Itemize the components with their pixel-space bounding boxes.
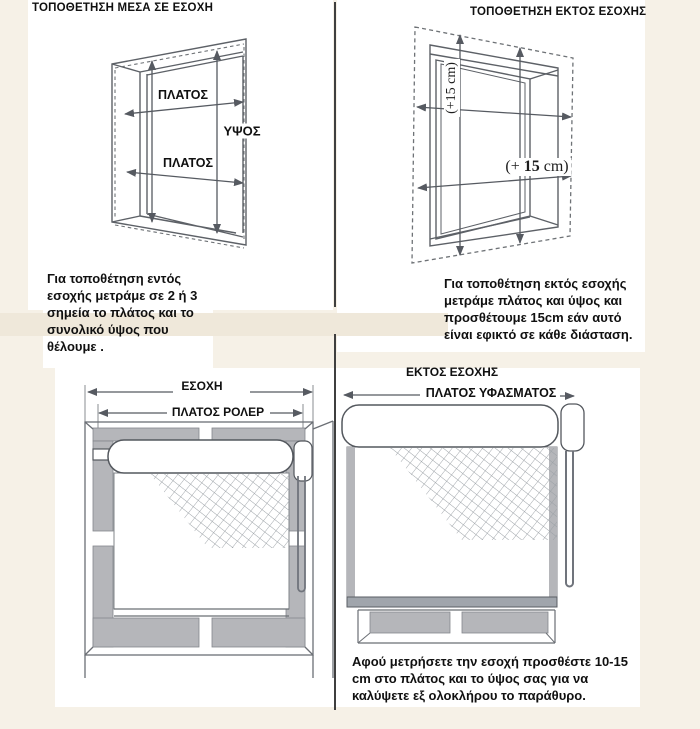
width-arrow-top <box>417 107 571 117</box>
measure-arrows <box>125 51 243 233</box>
title-top-left: ΤΟΠΟΘΕΤΗΣΗ ΜΕΣΑ ΣΕ ΕΣΟΧΗ <box>32 2 214 14</box>
fabric-bottom-bar <box>114 609 289 616</box>
width-add-post: cm) <box>539 158 569 175</box>
roller-width-label: ΠΛΑΤΟΣ ΡΟΛΕΡ <box>171 405 265 419</box>
title-top-right: ΤΟΠΟΘΕΤΗΣΗ ΕΚΤΟΣ ΕΣΟΧΗΣ <box>470 6 647 18</box>
fabric-width-label: ΠΛΑΤΟΣ ΥΦΑΣΜΑΤΟΣ <box>425 386 557 400</box>
note-top-right: Για τοποθέτηση εκτός εσοχής μετράμε πλάτος και ύψος και προσθέτουμε 15cm εάν αυτό είναι εφικτό σε κάθε διάσταση. <box>444 276 633 342</box>
height-add-label: (+15 cm) <box>444 59 460 117</box>
width-add-pre: (+ <box>505 158 524 175</box>
recess-frame-3d <box>112 39 246 245</box>
width-label-bottom: ΠΛΑΤΟΣ <box>160 156 216 170</box>
chain-loop <box>566 451 573 587</box>
recess-label: ΕΣΟΧΗ <box>181 379 223 393</box>
width-arrow-bottom <box>127 172 243 183</box>
clutch-cover <box>294 441 312 481</box>
roller-tube <box>108 440 293 473</box>
diagram-window-inside-recess <box>0 0 335 310</box>
title-bottom-right: ΕΚΤΟΣ ΕΣΟΧΗΣ <box>405 365 499 379</box>
width-add-label <box>502 158 571 176</box>
width-label-top: ΠΛΑΤΟΣ <box>155 88 211 102</box>
height-label: ΥΨΟΣ <box>220 124 263 139</box>
window-sill <box>358 610 555 643</box>
width-add-num: 15 <box>523 158 540 175</box>
roller-tube <box>342 405 558 447</box>
fabric-bottom-bar <box>347 597 557 607</box>
width-arrow-top <box>125 102 243 114</box>
note-top-left: Για τοποθέτηση εντός εσοχής μετράμε σε 2 ή 3 σημεία το πλάτος και το συνολικό ύψος που θέλουμε . <box>47 271 198 354</box>
fabric-left-channel <box>347 447 355 597</box>
clutch-cover <box>561 404 584 451</box>
note-bottom-right: Αφού μετρήσετε την εσοχή προσθέστε 10-15 cm στο πλάτος και το ύψος σας για να καλύψετε εξ ολοκλήρου το παράθυρο. <box>352 654 628 703</box>
